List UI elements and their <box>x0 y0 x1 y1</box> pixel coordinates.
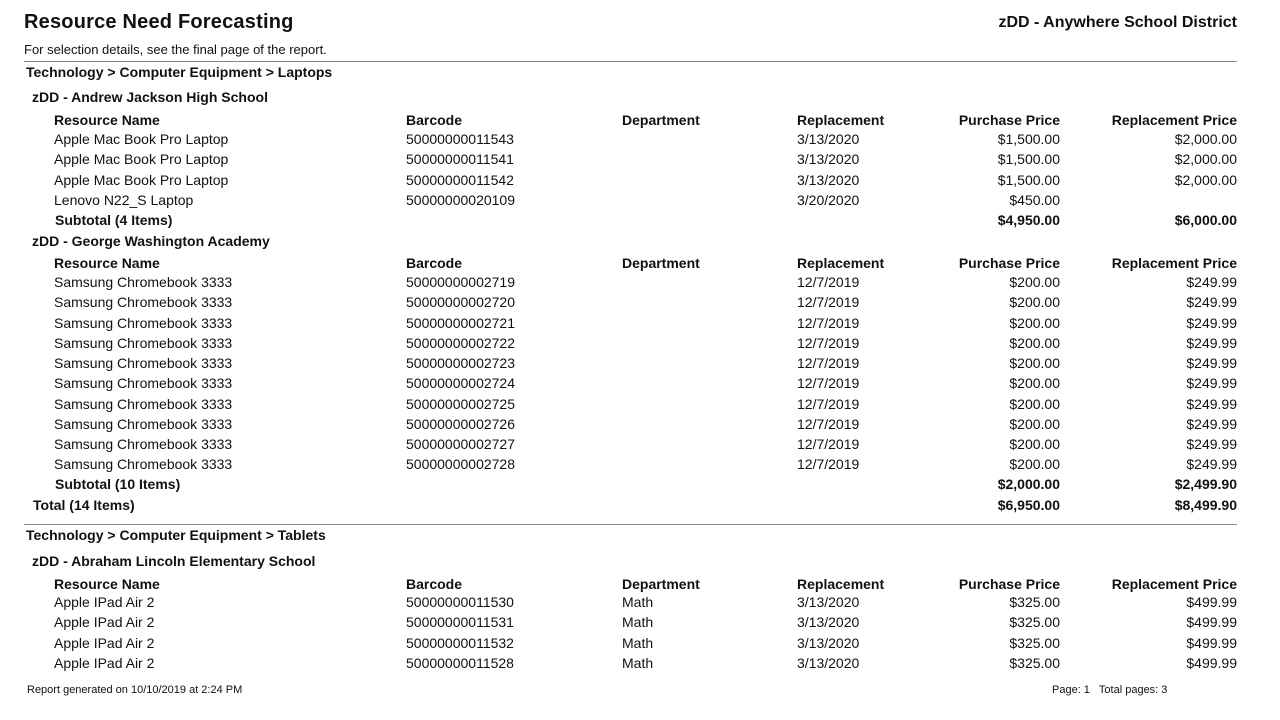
cell-purchase-price: $200.00 <box>1009 355 1060 371</box>
cell-barcode: 50000000011541 <box>406 151 514 168</box>
cell-barcode: 50000000002722 <box>406 334 516 351</box>
cell-replacement-date: 12/7/2019 <box>797 395 860 412</box>
col-resource-name: Resource Name <box>54 576 160 592</box>
table-row <box>0 653 1280 673</box>
cell-purchase-price: $325.00 <box>1009 654 1060 671</box>
cell-resource-name: Samsung Chromebook 3333 <box>54 436 233 452</box>
cell-replacement-price: $249.99 <box>1186 314 1237 331</box>
cell-barcode: 50000000011530 <box>406 594 514 610</box>
cell-resource-name: Samsung Chromebook 3333 <box>54 334 233 351</box>
total-label: Total (14 Items) <box>33 497 135 513</box>
school-heading: zDD - George Washington Academy <box>32 233 270 249</box>
cell-replacement-date: 3/13/2020 <box>797 131 860 147</box>
cell-purchase-price: $450.00 <box>1009 191 1060 208</box>
school-heading: zDD - Andrew Jackson High School <box>32 89 268 105</box>
cell-resource-name: Samsung Chromebook 3333 <box>54 395 233 412</box>
col-replacement-price: Replacement Price <box>1111 576 1237 592</box>
cell-purchase-price: $200.00 <box>1009 415 1060 432</box>
cell-resource-name: Samsung Chromebook 3333 <box>54 314 233 331</box>
column-header-row <box>0 574 1280 594</box>
category-heading: Technology > Computer Equipment > Laptops <box>26 64 333 80</box>
cell-replacement-price: $249.99 <box>1186 456 1237 473</box>
cell-resource-name: Samsung Chromebook 3333 <box>54 456 233 473</box>
cell-barcode: 50000000011543 <box>406 131 514 147</box>
cell-replacement-price: $2,000.00 <box>1174 171 1237 188</box>
col-department: Department <box>622 255 700 271</box>
cell-replacement-date: 3/13/2020 <box>797 594 860 610</box>
cell-replacement-price: $499.99 <box>1186 594 1237 610</box>
table-row <box>0 170 1280 190</box>
cell-replacement-date: 3/13/2020 <box>797 151 860 168</box>
cell-replacement-price: $249.99 <box>1186 355 1237 371</box>
col-barcode: Barcode <box>406 576 463 592</box>
table-row <box>0 454 1280 474</box>
cell-replacement-date: 3/13/2020 <box>797 654 860 671</box>
total-replacement-price: $8,499.90 <box>1174 497 1237 513</box>
cell-replacement-price: $2,000.00 <box>1174 131 1237 147</box>
cell-replacement-date: 12/7/2019 <box>797 375 860 392</box>
cell-purchase-price: $200.00 <box>1009 314 1060 331</box>
cell-replacement-date: 12/7/2019 <box>797 355 860 371</box>
col-replacement: Replacement <box>797 576 885 592</box>
table-row <box>0 129 1280 149</box>
cell-replacement-price: $249.99 <box>1186 375 1237 392</box>
cell-barcode: 50000000002720 <box>406 294 516 311</box>
cell-barcode: 50000000002725 <box>406 395 516 412</box>
cell-barcode: 50000000002727 <box>406 436 516 452</box>
cell-barcode: 50000000002724 <box>406 375 516 392</box>
cell-barcode: 50000000011542 <box>406 171 514 188</box>
column-header-row <box>0 253 1280 273</box>
col-purchase-price: Purchase Price <box>958 112 1060 128</box>
cell-replacement-price: $249.99 <box>1186 415 1237 432</box>
cell-department: Math <box>622 594 654 610</box>
subtotal-replacement-price: $6,000.00 <box>1174 212 1237 228</box>
cell-purchase-price: $200.00 <box>1009 456 1060 473</box>
col-department: Department <box>622 112 700 128</box>
cell-replacement-date: 12/7/2019 <box>797 415 860 432</box>
cell-barcode: 50000000002719 <box>406 274 516 290</box>
cell-resource-name: Apple Mac Book Pro Laptop <box>54 151 229 168</box>
table-row <box>0 394 1280 414</box>
header-divider <box>24 61 1237 62</box>
cell-barcode: 50000000011528 <box>406 654 514 671</box>
cell-replacement-date: 3/13/2020 <box>797 634 860 651</box>
col-barcode: Barcode <box>406 255 463 271</box>
cell-barcode: 50000000011531 <box>406 614 514 631</box>
col-replacement: Replacement <box>797 112 885 128</box>
cell-replacement-date: 12/7/2019 <box>797 456 860 473</box>
table-row <box>0 434 1280 454</box>
subtotal-replacement-price: $2,499.90 <box>1174 476 1237 492</box>
col-replacement: Replacement <box>797 255 885 271</box>
cell-replacement-date: 12/7/2019 <box>797 294 860 311</box>
total-purchase-price: $6,950.00 <box>997 497 1060 513</box>
subtotal-purchase-price: $4,950.00 <box>997 212 1060 228</box>
cell-purchase-price: $325.00 <box>1009 594 1060 610</box>
cell-purchase-price: $1,500.00 <box>997 171 1060 188</box>
cell-resource-name: Apple Mac Book Pro Laptop <box>54 171 229 188</box>
table-row <box>0 592 1280 612</box>
page-indicator <box>1052 684 1167 696</box>
cell-department: Math <box>622 614 654 631</box>
subtotal-row <box>0 474 1280 494</box>
cell-replacement-date: 12/7/2019 <box>797 274 860 290</box>
subtotal-label: Subtotal (4 Items) <box>55 212 173 228</box>
table-row <box>0 633 1280 653</box>
cell-department: Math <box>622 634 654 651</box>
cell-replacement-date: 3/20/2020 <box>797 191 860 208</box>
cell-barcode: 50000000002721 <box>406 314 516 331</box>
cell-replacement-price: $249.99 <box>1186 436 1237 452</box>
col-barcode: Barcode <box>406 112 463 128</box>
cell-barcode: 50000000002728 <box>406 456 516 473</box>
cell-purchase-price: $325.00 <box>1009 634 1060 651</box>
total-row <box>0 495 1280 515</box>
cell-purchase-price: $200.00 <box>1009 294 1060 311</box>
table-row <box>0 149 1280 169</box>
report-title: Resource Need Forecasting <box>24 11 294 33</box>
cell-resource-name: Samsung Chromebook 3333 <box>54 294 233 311</box>
cell-barcode: 50000000002726 <box>406 415 516 432</box>
subtotal-purchase-price: $2,000.00 <box>997 476 1060 492</box>
cell-replacement-date: 3/13/2020 <box>797 171 860 188</box>
cell-replacement-price: $249.99 <box>1186 274 1237 290</box>
cell-replacement-price: $249.99 <box>1186 395 1237 412</box>
column-header-row <box>0 110 1280 130</box>
col-purchase-price: Purchase Price <box>958 576 1060 592</box>
cell-purchase-price: $1,500.00 <box>997 131 1060 147</box>
col-resource-name: Resource Name <box>54 112 160 128</box>
cell-barcode: 50000000002723 <box>406 355 516 371</box>
cell-resource-name: Apple IPad Air 2 <box>54 654 155 671</box>
cell-replacement-price: $499.99 <box>1186 634 1237 651</box>
cell-replacement-date: 12/7/2019 <box>797 314 860 331</box>
total-pages: Total pages: 3 <box>1098 684 1168 696</box>
table-row <box>0 612 1280 632</box>
col-resource-name: Resource Name <box>54 255 160 271</box>
cell-purchase-price: $200.00 <box>1009 436 1060 452</box>
table-row <box>0 313 1280 333</box>
col-purchase-price: Purchase Price <box>958 255 1060 271</box>
table-row <box>0 292 1280 312</box>
page-number: Page: 1 <box>1052 684 1090 696</box>
cell-resource-name: Samsung Chromebook 3333 <box>54 375 233 392</box>
cell-replacement-date: 12/7/2019 <box>797 334 860 351</box>
cell-resource-name: Samsung Chromebook 3333 <box>54 415 233 432</box>
cell-resource-name: Lenovo N22_S Laptop <box>54 191 194 208</box>
cell-resource-name: Samsung Chromebook 3333 <box>54 355 233 371</box>
cell-purchase-price: $200.00 <box>1009 375 1060 392</box>
cell-purchase-price: $1,500.00 <box>997 151 1060 168</box>
table-row <box>0 373 1280 393</box>
cell-resource-name: Samsung Chromebook 3333 <box>54 274 233 290</box>
cell-barcode: 50000000020109 <box>406 191 516 208</box>
cell-purchase-price: $200.00 <box>1009 274 1060 290</box>
cell-purchase-price: $325.00 <box>1009 614 1060 631</box>
subtotal-label: Subtotal (10 Items) <box>55 476 181 492</box>
col-replacement-price: Replacement Price <box>1111 255 1237 271</box>
col-department: Department <box>622 576 700 592</box>
selection-note: For selection details, see the final page of the report. <box>24 42 327 57</box>
cell-replacement-price: $2,000.00 <box>1174 151 1237 168</box>
cell-replacement-price: $249.99 <box>1186 294 1237 311</box>
cell-resource-name: Apple IPad Air 2 <box>54 634 155 651</box>
district-name: zDD - Anywhere School District <box>998 14 1237 31</box>
cell-barcode: 50000000011532 <box>406 634 514 651</box>
cell-purchase-price: $200.00 <box>1009 395 1060 412</box>
table-row <box>0 414 1280 434</box>
table-row <box>0 272 1280 292</box>
cell-resource-name: Apple IPad Air 2 <box>54 594 155 610</box>
cell-replacement-price: $249.99 <box>1186 334 1237 351</box>
cell-resource-name: Apple IPad Air 2 <box>54 614 155 631</box>
table-row <box>0 190 1280 210</box>
cell-resource-name: Apple Mac Book Pro Laptop <box>54 131 229 147</box>
category-heading: Technology > Computer Equipment > Tablets <box>26 527 326 543</box>
cell-purchase-price: $200.00 <box>1009 334 1060 351</box>
cell-replacement-price: $499.99 <box>1186 654 1237 671</box>
report-generated-note: Report generated on 10/10/2019 at 2:24 PM <box>27 684 243 696</box>
cell-department: Math <box>622 654 654 671</box>
school-heading: zDD - Abraham Lincoln Elementary School <box>32 553 316 569</box>
table-row <box>0 353 1280 373</box>
subtotal-row <box>0 210 1280 230</box>
cell-replacement-date: 3/13/2020 <box>797 614 860 631</box>
table-row <box>0 333 1280 353</box>
col-replacement-price: Replacement Price <box>1111 112 1237 128</box>
cell-replacement-date: 12/7/2019 <box>797 436 860 452</box>
cell-replacement-price: $499.99 <box>1186 614 1237 631</box>
section-divider <box>24 524 1237 525</box>
